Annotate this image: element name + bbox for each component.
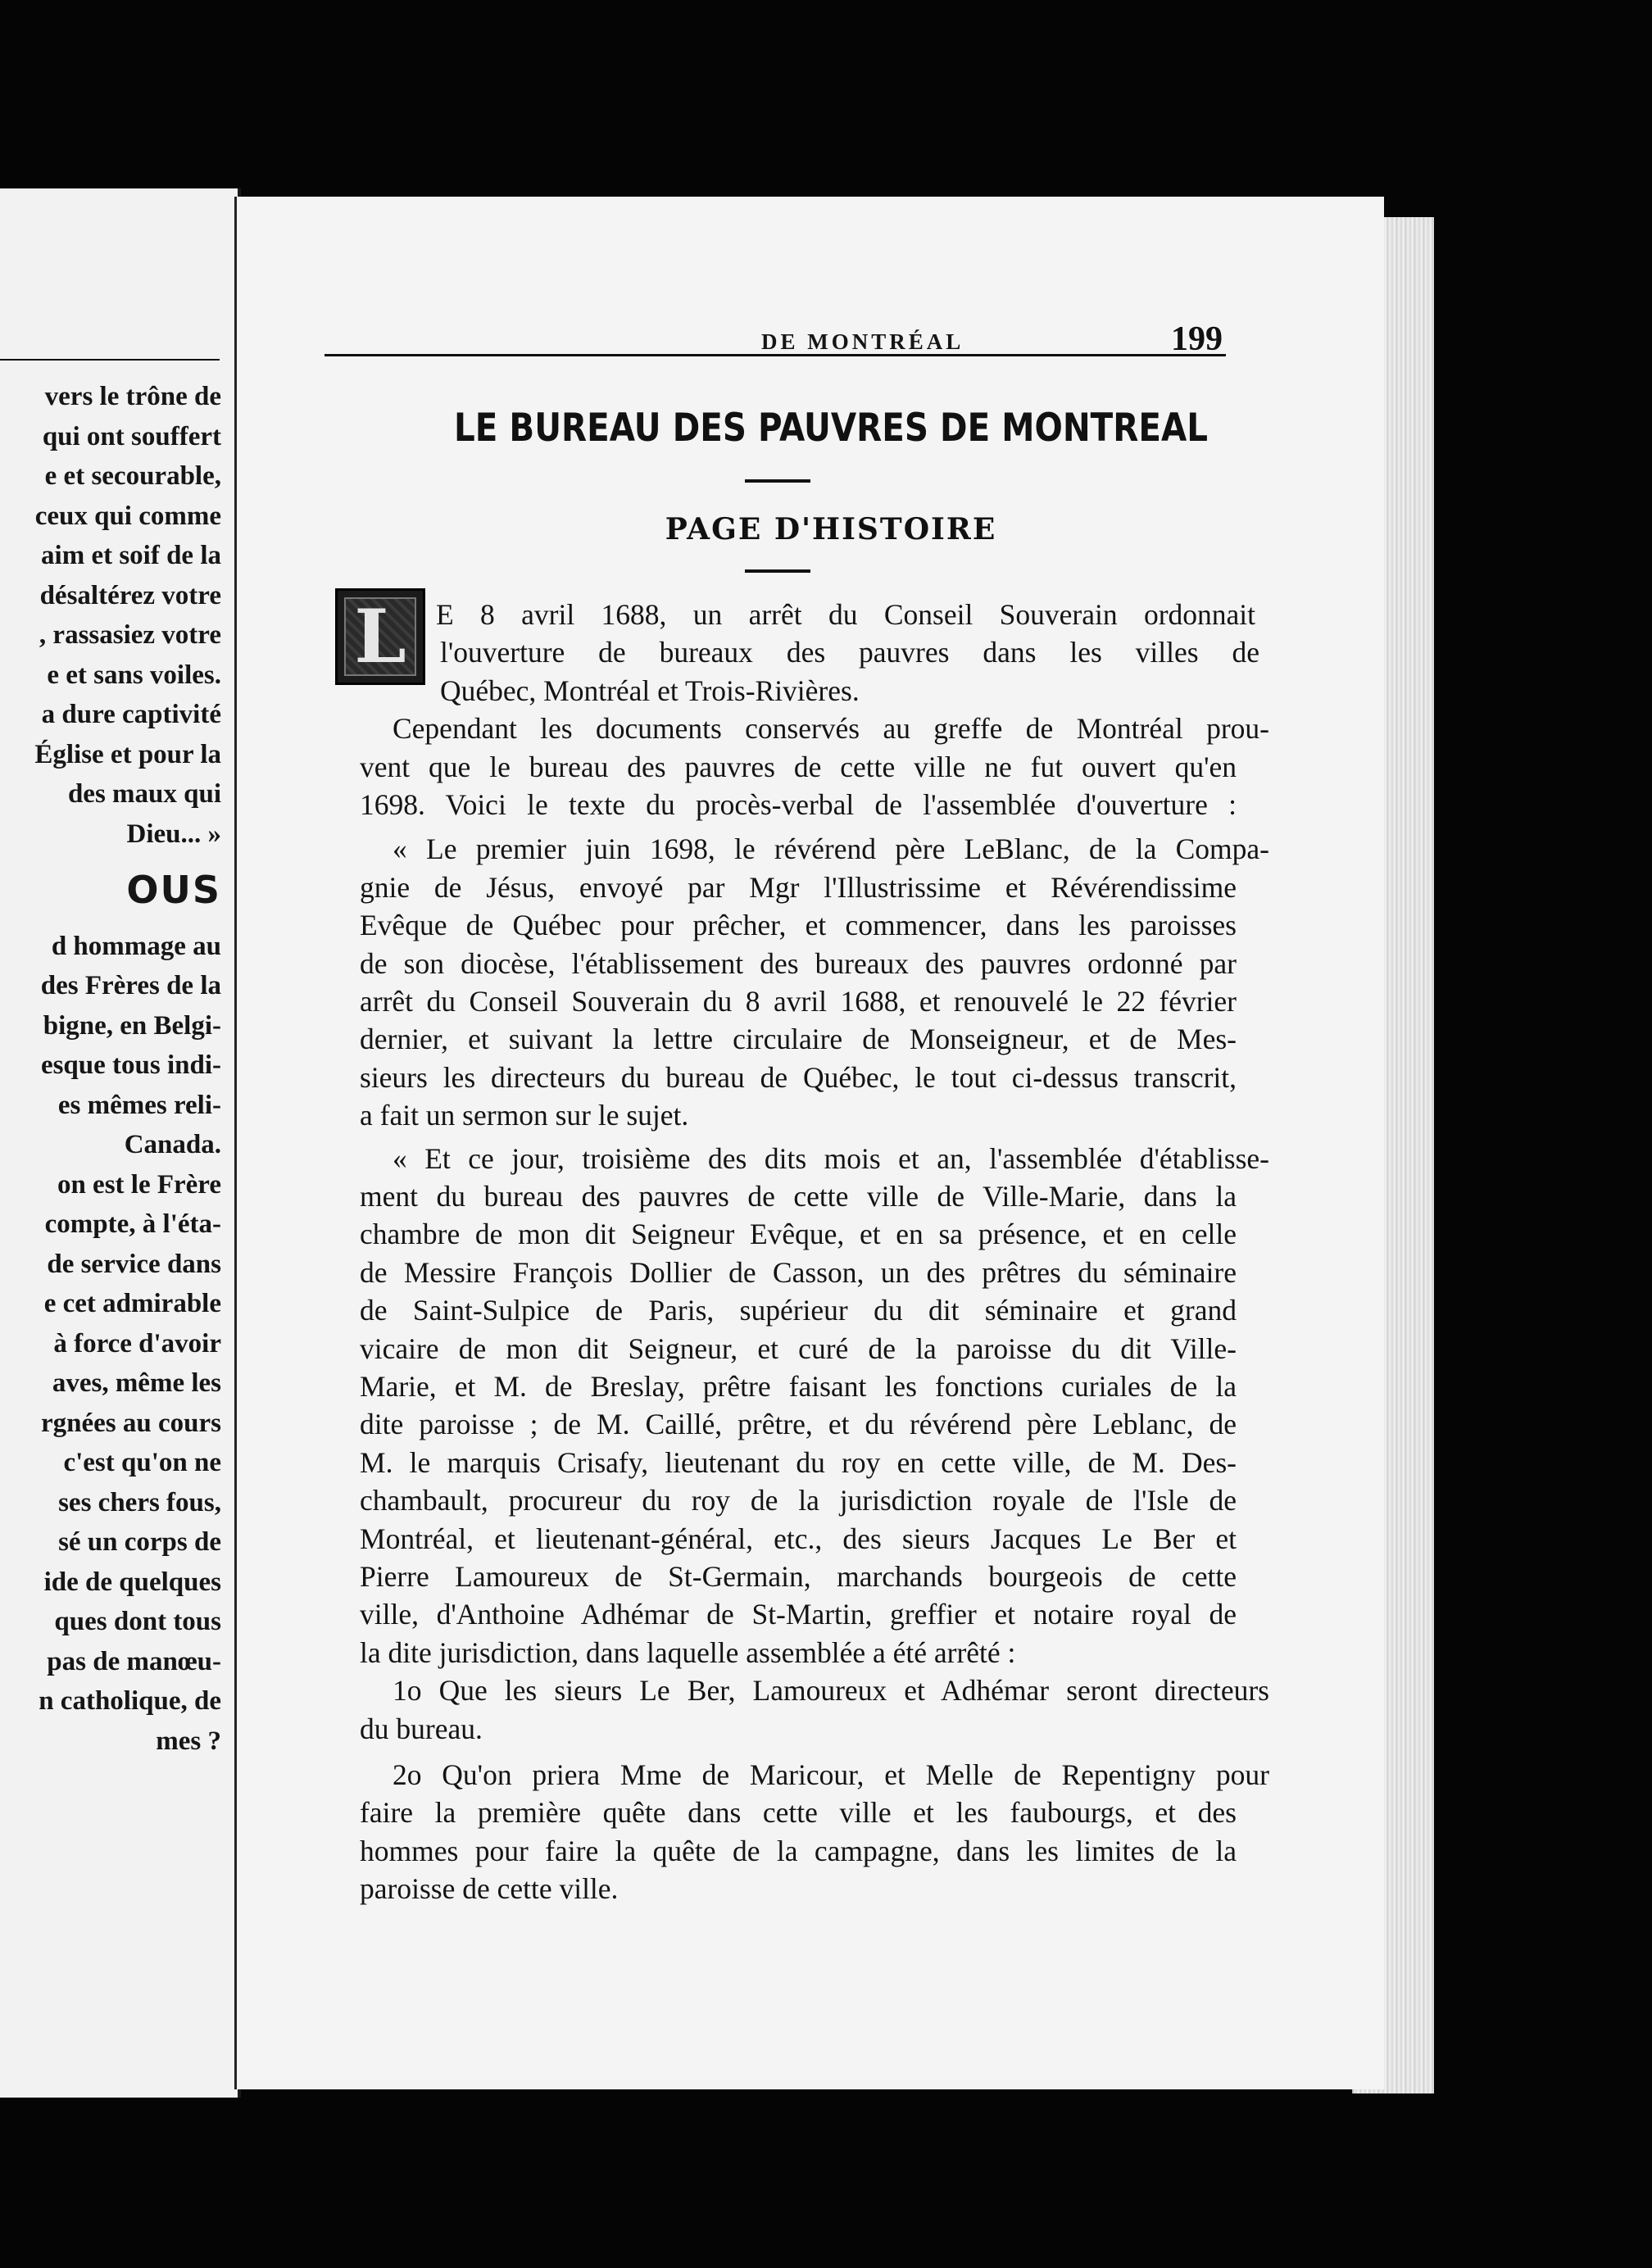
left-page-line: n catholique, de <box>39 1686 221 1716</box>
article-line: Marie, et M. de Breslay, prêtre faisant les fonctions curiales de la <box>360 1370 1237 1403</box>
left-page-line: on est le Frère <box>57 1169 221 1200</box>
left-page-line: e cet admirable <box>43 1289 221 1318</box>
left-page-line: esque tous indi- <box>40 1050 221 1080</box>
left-page-line: es mêmes reli- <box>57 1090 221 1120</box>
left-page-line: aim et soif de la <box>41 541 221 570</box>
article-line: arrêt du Conseil Souverain du 8 avril 1688, et renouvelé le 22 février <box>360 985 1237 1018</box>
left-page-line: pas de manœu- <box>47 1646 221 1676</box>
article-line: Montréal, et lieutenant-général, etc., des sieurs Jacques Le Ber et <box>360 1522 1237 1555</box>
article-line: du bureau. <box>360 1712 483 1745</box>
left-page-line: Dieu... » <box>126 819 221 849</box>
article-line: dernier, et suivant la lettre circulaire de Monseigneur, et de Mes- <box>360 1023 1237 1056</box>
running-head <box>327 320 1384 369</box>
article-line: « Et ce jour, troisième des dits mois et an, l'assemblée d'établisse- <box>393 1141 1269 1175</box>
left-page-line: rgnées au cours <box>41 1408 221 1438</box>
current-page <box>234 197 1384 2089</box>
article-title: LE BUREAU DES PAUVRES DE MONTREAL <box>453 406 1209 451</box>
article-line: sieurs les directeurs du bureau de Québec, le tout ci-dessus transcrit, <box>360 1060 1237 1094</box>
running-head-title: DE MONTRÉAL <box>761 329 964 354</box>
left-page-line: ide de quelques <box>43 1567 221 1597</box>
left-page-line: a dure captivité <box>41 700 221 729</box>
left-page-line: mes ? <box>156 1726 221 1756</box>
left-page-line: ceux qui comme <box>34 501 221 531</box>
article-line: de Messire François Dollier de Casson, un des prêtres du séminaire <box>360 1255 1237 1289</box>
article-line: Pierre Lamoureux de St-Germain, marchands bourgeois de cette <box>360 1560 1237 1593</box>
left-page-heading: OUS <box>126 870 221 910</box>
article-line: 1o Que les sieurs Le Ber, Lamoureux et Adhémar seront directeurs <box>393 1674 1269 1708</box>
article-line: Québec, Montréal et Trois-Rivières. <box>440 674 860 707</box>
title-divider <box>745 479 810 483</box>
left-page-line: vers le trône de <box>44 382 221 411</box>
left-page-line: e et sans voiles. <box>47 660 221 690</box>
article-line: Evêque de Québec pour prêcher, et commencer, dans les paroisses <box>360 909 1237 942</box>
left-page-line: bigne, en Belgi- <box>43 1010 221 1041</box>
previous-page-fragment <box>0 188 241 2098</box>
left-page-line: des maux qui <box>67 779 221 809</box>
left-page-line: ses chers fous, <box>58 1487 221 1517</box>
previous-page-text <box>0 377 221 1761</box>
article-line: vicaire de mon dit Seigneur, et curé de la paroisse du dit Ville- <box>360 1331 1237 1365</box>
page-number: 199 <box>1171 320 1223 358</box>
left-page-line: aves, même les <box>52 1368 221 1398</box>
article-line: paroisse de cette ville. <box>360 1872 619 1906</box>
article-line: « Le premier juin 1698, le révérend père LeBlanc, de la Compa- <box>393 832 1269 866</box>
left-page-line: désaltérez votre <box>39 580 221 610</box>
left-page-line: qui ont souffert <box>42 421 221 451</box>
left-page-line: ques dont tous <box>54 1607 221 1636</box>
article-subtitle: PAGE D'HISTOIRE <box>665 512 997 547</box>
article-line: 2o Qu'on priera Mme de Maricour, et Melle de Repentigny pour <box>393 1758 1269 1791</box>
article-line: Cependant les documents conservés au greffe de Montréal prou- <box>393 712 1269 746</box>
left-page-line: , rassasiez votre <box>39 620 221 650</box>
article-line: de Saint-Sulpice de Paris, supérieur du dit séminaire et grand <box>360 1294 1237 1327</box>
article-line: gnie de Jésus, envoyé par Mgr l'Illustrissime et Révérendissime <box>360 870 1237 904</box>
article-line: chambault, procureur du roy de la jurisdiction royale de l'Isle de <box>360 1484 1237 1517</box>
article-line: a fait un sermon sur le sujet. <box>360 1099 689 1132</box>
article-line: ment du bureau des pauvres de cette ville de Ville-Marie, dans la <box>360 1180 1237 1213</box>
left-page-line: compte, à l'éta- <box>44 1209 221 1239</box>
header-rule <box>324 354 1226 356</box>
left-page-line: e et secourable, <box>44 461 221 491</box>
left-page-spacer <box>0 910 221 927</box>
ornamental-drop-cap <box>335 588 425 685</box>
article-line: 1698. Voici le texte du procès-verbal de l'assemblée d'ouverture : <box>360 788 1237 821</box>
article-line: de son diocèse, l'établissement des bureaux des pauvres ordonné par <box>360 946 1237 980</box>
article-line: M. le marquis Crisafy, lieutenant du roy en cette ville, de M. Des- <box>360 1445 1237 1479</box>
article-line: vent que le bureau des pauvres de cette ville ne fut ouvert qu'en <box>360 750 1237 783</box>
article-line: l'ouverture de bureaux des pauvres dans les villes de <box>440 636 1259 669</box>
left-page-line: sé un corps de <box>58 1527 221 1557</box>
left-page-line: Église et pour la <box>34 739 221 769</box>
drop-cap-letter: L <box>354 593 406 680</box>
article-line: E 8 avril 1688, un arrêt du Conseil Souverain ordonnait <box>436 598 1255 631</box>
left-page-line: Canada. <box>124 1130 221 1159</box>
article-line: chambre de mon dit Seigneur Evêque, et en sa présence, et en celle <box>360 1218 1237 1251</box>
left-page-line: des Frères de la <box>40 971 221 1000</box>
article-line: hommes pour faire la quête de la campagne, dans les limites de la <box>360 1834 1237 1867</box>
left-page-spacer <box>0 854 221 870</box>
left-page-line: d hommage au <box>51 931 221 961</box>
article-line: ville, d'Anthoine Adhémar de St-Martin, greffier et notaire royal de <box>360 1598 1237 1631</box>
subtitle-divider <box>745 569 810 573</box>
left-page-line: de service dans <box>47 1249 221 1279</box>
left-page-line: à force d'avoir <box>53 1328 221 1359</box>
left-page-line: c'est qu'on ne <box>63 1448 221 1477</box>
article-line: faire la première quête dans cette ville et les faubourgs, et des <box>360 1796 1237 1830</box>
article-line: dite paroisse ; de M. Caillé, prêtre, et du révérend père Leblanc, de <box>360 1408 1237 1441</box>
previous-page-header-rule <box>0 359 220 361</box>
article-line: la dite jurisdiction, dans laquelle assemblée a été arrêté : <box>360 1635 1016 1669</box>
